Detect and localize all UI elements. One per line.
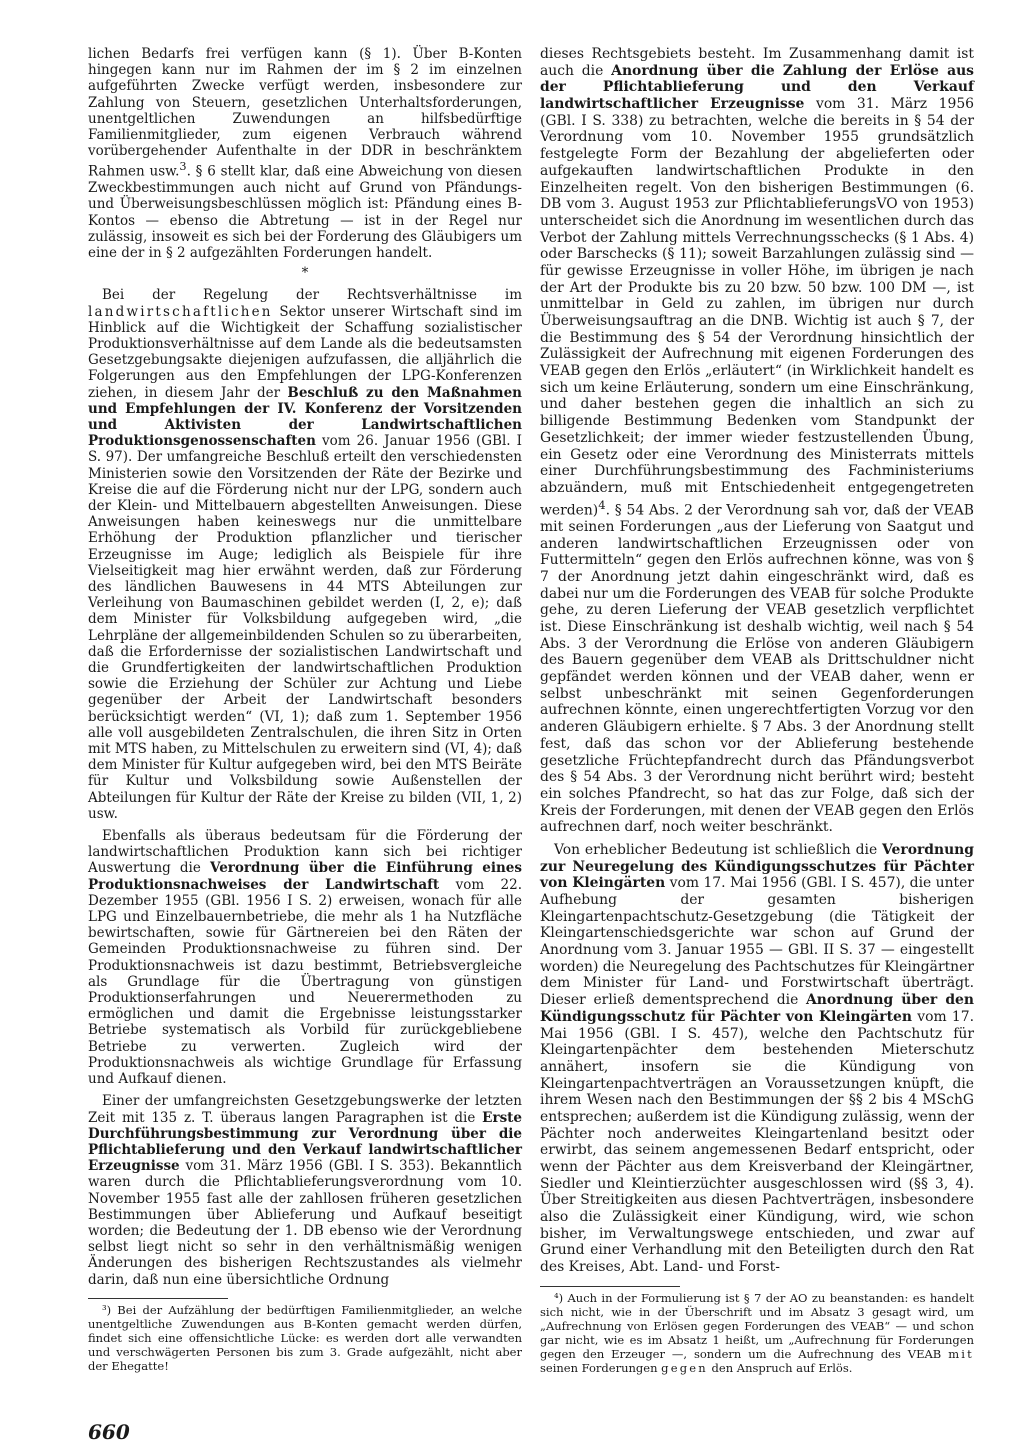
right-column bbox=[540, 46, 974, 1375]
law-title: Erste Durchführungsbestimmung zur Verordnung über die Pflichtablieferung und den Verkauf landwirtschaftlicher Erzeugnisse bbox=[88, 1109, 522, 1175]
footnote-divider bbox=[540, 1286, 680, 1287]
section-separator: * bbox=[301, 265, 309, 282]
footnote: ³) Bei der Aufzählung der bedürftigen Familienmitglieder, an welche unentgeltliche Zuwendungen aus B-Konten gemacht werden dürfen, findet sich eine offensichtliche Lücke: es werden dort alle verwandten und verschwägerten Personen bis zum 3. Grade aufgezählt, nicht aber der Ehegatte! bbox=[88, 1302, 522, 1373]
left-column bbox=[88, 46, 522, 1373]
paragraph: Von erheblicher Bedeutung ist schließlich die Verordnung zur Neuregelung des Kündigungsschutzes für Pächter von Kleingärten vom 17. Mai 1956 (GBl. I S. 457), die unter Aufhebung der gesamten bisherigen Kleingartenpachtschutz-Gesetzgebung (die Tätigkeit der Kleingartenschiedsgerichte war schon auf Grund der Anordnung vom 3. Januar 1955 — GBl. II S. 37 — eingestellt worden) die Neuregelung des Pachtschutzes für Kleingärtner dem Minister für Land- und Forstwirtschaft überträgt. Dieser erließ dementsprechend die Anordnung über den Kündigungsschutz für Pächter von Kleingärten vom 17. Mai 1956 (GBl. I S. 457), welche den Pachtschutz für Kleingartenpächter dem bestehenden Mieterschutz annähert, insofern sie die Kündigung von Kleingartenpachtverträgen an Voraussetzungen knüpft, die ihrem Wesen nach den Bestimmungen der §§ 2 bis 4 MSchG entsprechen; außerdem ist die Kündigung zulässig, wenn der Pächter noch anderweites Kleingartenland besitzt oder erwirbt, das seinem angemessenen Bedarf entspricht, oder wenn der Pächter aus dem Kreisverband der Kleingärtner, Siedler und Kleintierzüchter ausgeschlossen wird (§§ 3, 4). Über Streitigkeiten aus diesen Pachtverträgen, insbesondere also die Zulässigkeit einer Kündigung, wird, wie schon bisher, im Verwaltungswege entschieden, und zwar auf Grund einer Verhandlung mit den Beteiligten durch den Rat des Kreises, Abt. Land- und Forst- bbox=[540, 841, 974, 1276]
law-title: Verordnung über die Einführung eines Produktionsnachweises der Landwirtschaft bbox=[88, 860, 522, 893]
law-title: Anordnung über die Zahlung der Erlöse aus der Pflichtablieferung und den Verkauf landwirtschaftlicher Erzeugnisse bbox=[540, 62, 974, 113]
paragraph: Ebenfalls als überaus bedeutsam für die Förderung der landwirtschaftlichen Produktion kann sich bei richtiger Auswertung die Verordnung über die Einführung eines Produktionsnachweises der Landwirtschaft vom 22. Dezember 1955 (GBl. 1956 I S. 2) erweisen, wonach für alle LPG und Einzelbauernbetriebe, die mehr als 1 ha Nutzfläche bewirtschaften, sowie für Gärtnereien bei den Räten der Gemeinden Produktionsnachweise zu führen sind. Der Produktionsnachweis ist dazu bestimmt, Betriebsvergleiche als Grundlage für die Übertragung von günstigen Produktionserfahrungen und Neuerermethoden zu ermöglichen und damit die Ergebnisse leistungsstarker Betriebe systematisch als Vorbild für zurückgebliebene Betriebe zu verwerten. Zugleich wird der Produktionsnachweis als wichtige Grundlage für Erfassung und Aufkauf dienen. bbox=[88, 828, 522, 1088]
paragraph: lichen Bedarfs frei verfügen kann (§ 1). Über B-Konten hingegen kann nur im Rahmen der im § 2 im einzelnen aufgeführten Zwecke verfügt werden, insbesondere zur Zahlung von Steuern, gesetzlichen Unterhaltsforderungen, unentgeltlichen Zuwendungen an hilfsbedürftige Familienmitglieder, zum eigenen Verbrauch während vorübergehender Aufenthalte in der DDR in beschränktem Rahmen usw.$^3$. § 6 stellt klar, daß eine Abweichung von diesen Zweckbestimmungen auch nicht auf Grund von Pfändungs- und Überweisungsbeschlüssen möglich ist: Pfändung eines B-Kontos — ebenso die Abtretung — ist in der Regel nur zulässig, insoweit es sich bei der Forderung des Gläubigers um eine der in § 2 aufgezählten Forderungen handelt. bbox=[88, 46, 522, 261]
paragraph: Einer der umfangreichsten Gesetzgebungswerke der letzten Zeit mit 135 z. T. überaus langen Paragraphen ist die Erste Durchführungsbestimmung zur Verordnung über die Pflichtablieferung und den Verkauf landwirtschaftlicher Erzeugnisse vom 31. März 1956 (GBl. I S. 353). Bekanntlich waren durch die Pflichtablieferungsverordnung vom 10. November 1955 fast alle der zahllosen früheren gesetzlichen Bestimmungen über Ablieferung und Aufkauf beseitigt worden; die Bedeutung der 1. DB ebenso wie der Verordnung selbst liegt nicht so sehr in den verhältnismäßig wenigen Änderungen des bisherigen Rechtszustandes als vielmehr darin, daß nun eine übersichtliche Ordnung bbox=[88, 1093, 522, 1288]
paragraph: dieses Rechtsgebiets besteht. Im Zusammenhang damit ist auch die Anordnung über die Zahlung der Erlöse aus der Pflichtablieferung und den Verkauf landwirtschaftlicher Erzeugnisse vom 31. März 1956 (GBl. I S. 338) zu betrachten, welche die bereits in § 54 der Verordnung vom 10. November 1955 grundsätzlich festgelegte Form der Bezahlung der abgelieferten oder aufgekauften landwirtschaftlichen Produkte in den Einzelheiten regelt. Von den bisherigen Bestimmungen (6. DB vom 3. August 1953 zur PflichtablieferungsVO von 1953) unterscheidet sich die Anordnung im wesentlichen durch das Verbot der Zahlung mittels Verrechnungsschecks (§ 1 Abs. 4) oder Barschecks (§ 11); soweit Barzahlungen zulässig sind — für gewisse Erzeugnisse in voller Höhe, im übrigen je nach der Art der Produkte bis zu 20 bzw. 50 bzw. 100 DM —, ist unmittelbar in Geld zu zahlen, im übrigen nur durch Überweisungsauftrag an die DNB. Wichtig ist auch § 7, der die Bestimmung des § 54 der Verordnung hinsichtlich der Zulässigkeit der Aufrechnung mit eigenen Forderungen des VEAB gegen den Erlös „erläutert“ (in Wirklichkeit handelt es sich um keine Erläuterung, sondern um eine Einschränkung, und daher bestehen gegen die inhaltlich an sich zu billigende Bestimmung Bedenken vom Standpunkt der Gesetzlichkeit; der immer wieder festzustellenden Übung, ein Gesetz oder eine Verordnung des Ministerrats mittels einer Durchführungsbestimmung des Fachministeriums abzuändern, muß mit Entschiedenheit entgegengetreten werden)$^4$. § 54 Abs. 2 der Verordnung sah vor, daß der VEAB mit seinen Forderungen „aus der Lieferung von Saatgut und anderen landwirtschaftlichen Erzeugnissen oder von Futtermitteln“ gegen den Erlös aufrechnen könne, was von § 7 der Anordnung jetzt dahin eingeschränkt wird, daß es dabei nur um die Forderungen des VEAB für solche Produkte gehe, zu deren Lieferung der VEAB gesetzlich verpflichtet ist. Diese Einschränkung ist deshalb wichtig, weil nach § 54 Abs. 3 der Verordnung die Erlöse von anderen Gläubigern des Bauern gegenüber dem VEAB als Drittschuldner nicht gepfändet werden können und der VEAB daher, wenn er selbst unbeschränkt mit seinen Gegenforderungen aufrechnen könnte, einen ungerechtfertigten Vorzug vor den anderen Gläubigern erhielte. § 7 Abs. 3 der Anordnung stellt fest, daß das schon vor der Ablieferung bestehende gesetzliche Früchtepfandrecht durch das Pfändungsverbot des § 54 Abs. 3 der Verordnung nicht berührt wird; besteht ein solches Pfandrecht, so hat das zur Folge, daß sich der Kreis der Forderungen, mit denen der VEAB gegen den Erlös aufrechnen darf, noch weiter beschränkt. bbox=[540, 46, 974, 836]
page-number: 660 bbox=[88, 1420, 130, 1444]
law-title: Anordnung über den Kündigungsschutz für Pächter von Kleingärten bbox=[540, 992, 974, 1025]
footnote-divider bbox=[88, 1298, 228, 1299]
footnote: ⁴) Auch in der Formulierung ist § 7 der AO zu beanstanden: es handelt sich nicht, wie in der Überschrift und im Absatz 3 gesagt wird, um „Aufrechnung von Erlösen gegen Forderungen des VEAB“ — und schon gar nicht, wie es im Absatz 1 heißt, um „Aufrechnung für Forderungen gegen den Erzeuger —, sondern um die Aufrechnung des VEAB mit seinen Forderungen gegen den Anspruch auf Erlös. bbox=[540, 1290, 974, 1375]
law-title: Beschluß zu den Maßnahmen und Empfehlungen der IV. Konferenz der Vorsitzenden und Aktivisten der Landwirtschaftlichen Produktionsgenossenschaften bbox=[88, 384, 522, 450]
law-title: Verordnung zur Neuregelung des Kündigungsschutzes für Pächter von Kleingärten bbox=[540, 841, 974, 892]
paragraph: Bei der Regelung der Rechtsverhältnisse im landwirtschaftlichen Sektor unserer Wirtschaft sind im Hinblick auf die Wichtigkeit der Schaffung sozialistischer Produktionsverhältnisse auf dem Lande als die bedeutsamsten Gesetzgebungsakte diejenigen aufzufassen, die alljährlich die Folgerungen aus den Empfehlungen der LPG-Konferenzen ziehen, in diesem Jahr der Beschluß zu den Maßnahmen und Empfehlungen der IV. Konferenz der Vorsitzenden und Aktivisten der Landwirtschaftlichen Produktionsgenossenschaften vom 26. Januar 1956 (GBl. I S. 97). Der umfangreiche Beschluß erteilt den verschiedensten Ministerien sowie den Vorsitzenden der Räte der Bezirke und Kreise die auf die Förderung nicht nur der LPG, sondern auch der Klein- und Mittelbauern abgestellten Anweisungen. Diese Anweisungen haben keineswegs nur die unmittelbare Erhöhung der Produktion pflanzlicher und tierischer Erzeugnisse im Auge; lediglich als Beispiele für ihre Vielseitigkeit mag hier erwähnt werden, daß zur Förderung des ländlichen Bauwesens in 44 MTS Abteilungen zur Verleihung von Baumaschinen gebildet werden (I, 2, e); daß dem Minister für Volksbildung aufgegeben wird, „die Lehrpläne der allgemeinbildenden Schulen so zu überarbeiten, daß die Erfordernisse der sozialistischen Landwirtschaft und die Grundfertigkeiten der landwirtschaftlichen Produktion sowie die Erziehung der Schüler zur Achtung und Liebe gegenüber der Arbeit der Landwirtschaft besonders berücksichtigt werden“ (VI, 1); daß zum 1. September 1956 alle voll ausgebildeten Zentralschulen, die ihren Sitz in Orten mit MTS haben, zu Mittelschulen zu erweitern sind (VI, 4); daß dem Minister für Kultur aufgegeben wird, bei den MTS Beiräte für Kultur und Volksbildung sowie Außenstellen der Abteilungen für Kultur der Räte der Kreise zu bilden (VII, 1, 2) usw. bbox=[88, 287, 522, 822]
footnote-marker: 3 bbox=[179, 160, 187, 174]
footnote-marker: 4 bbox=[598, 497, 606, 512]
